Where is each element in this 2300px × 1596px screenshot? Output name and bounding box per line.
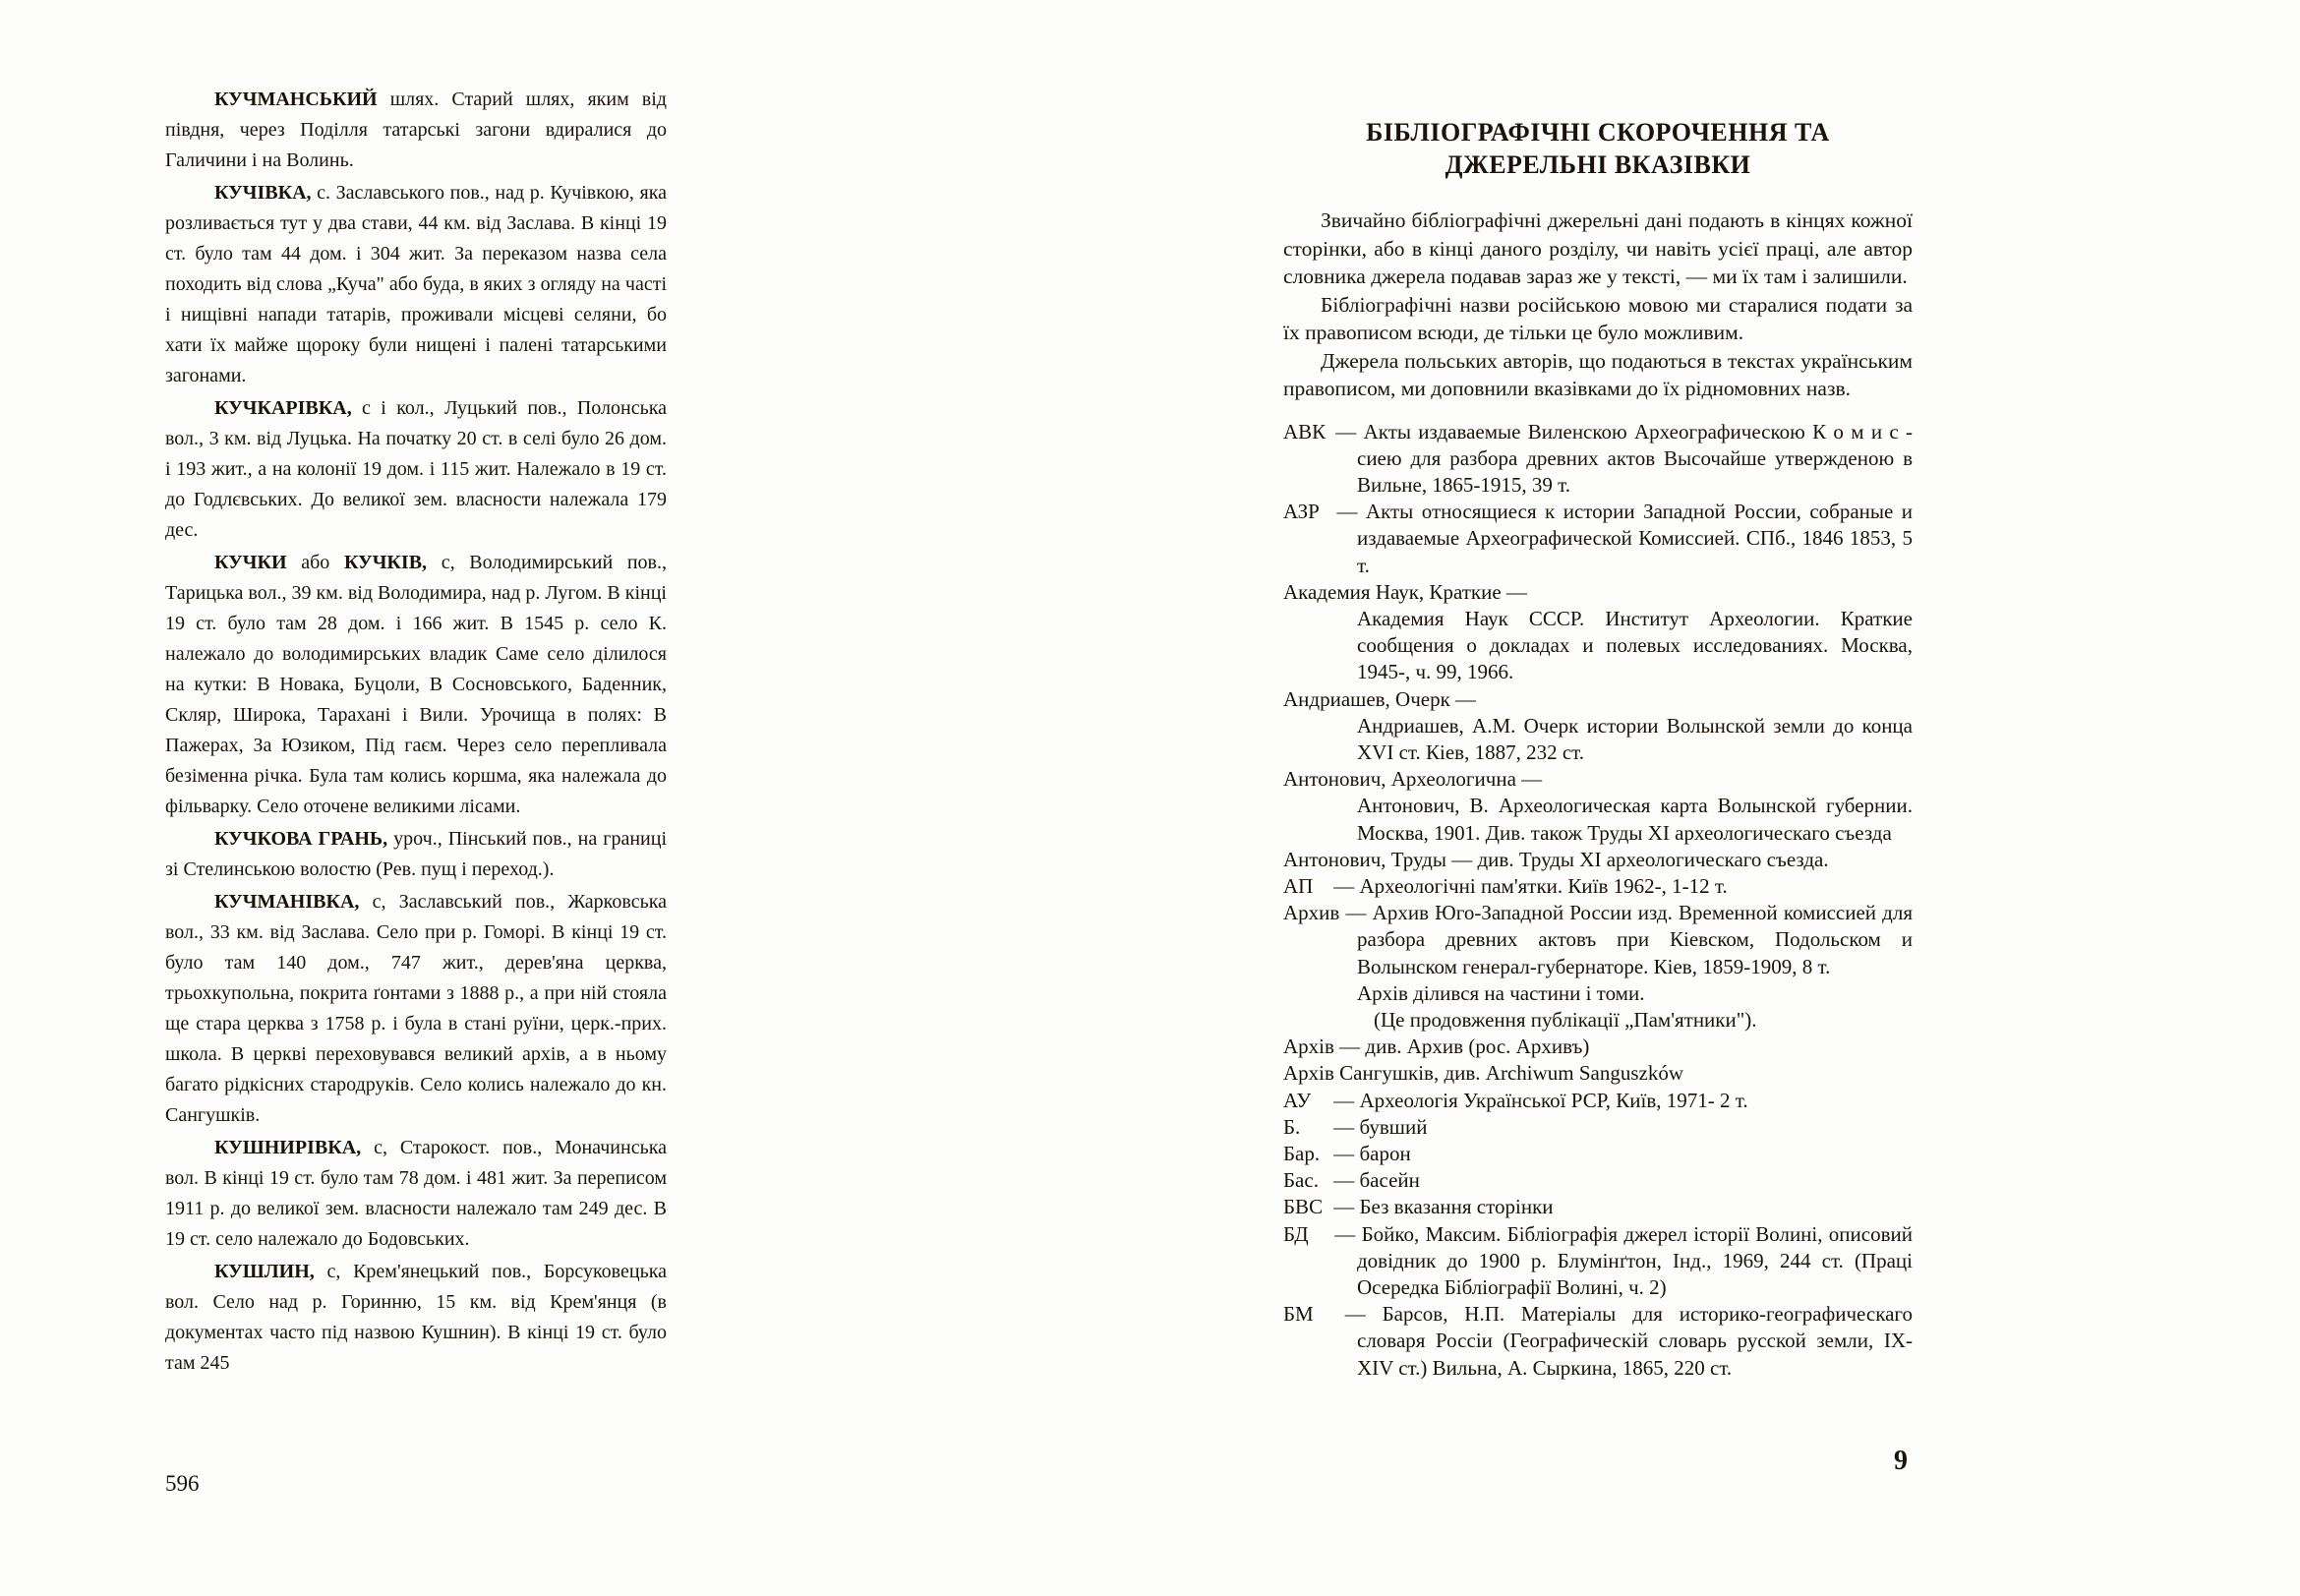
entry-dash: — [1328, 1195, 1360, 1219]
bibliography-entry [1283, 419, 1913, 500]
entry-term: АУ [1283, 1088, 1312, 1112]
dictionary-paragraph [165, 887, 667, 1131]
entry-dash: — [1328, 1088, 1360, 1112]
bibliography-entry-note: (Це продовження публікації „Пам'ятники"). [1374, 1007, 1757, 1032]
paragraph-text: с, Володимирський пов., Тарицька вол., 39 км. від Володимира, над р. Лугом. В кінці 19 ст. було там 28 дом. і 166 жит. В 1545 р. село К. належало до володимирських владик Саме село ділилося на кутки: В Новака, Буцоли, В Сосновського, Баденник, Скляр, Широка, Тарахані і Вили. Урочища в полях: В Пажерах, За Юзиком, Під гаєм. Через село перепливала безіменна річка. Була там колись коршма, яка належала до фільварку. Село оточене великими лісами. [165, 552, 667, 817]
bibliography-entry: Архів — див. Архив (рос. Архивъ) [1283, 1034, 1590, 1059]
section-title: БІБЛІОГРАФІЧНІ СКОРОЧЕННЯ ТА ДЖЕРЕЛЬНІ ВКАЗІВКИ [1366, 118, 1830, 179]
entry-dash: — [1328, 1114, 1360, 1139]
entry-dash: — [1328, 1302, 1383, 1327]
paragraph-text: або [286, 552, 344, 573]
headword: КУЧКАРІВКА, [214, 397, 352, 419]
bibliography-entry [1283, 1088, 1913, 1114]
bibliography-entry [1283, 1167, 1913, 1194]
paragraph-text: с, Старокост. пов., Моначинська вол. В кінці 19 ст. було там 78 дом. і 481 жит. За переписом 1911 р. до великої зем. власности належало там 249 дес. В 19 ст. село належало до Бодовських. [165, 1137, 667, 1250]
entry-term: АЗР [1283, 500, 1320, 524]
entry-dash: — [1328, 1168, 1360, 1193]
bibliography-entry [1283, 499, 1913, 579]
dictionary-paragraph [165, 824, 667, 885]
headword: КУШНИРІВКА, [214, 1137, 362, 1158]
dictionary-paragraph [165, 548, 667, 822]
bibliography-entry [1283, 1114, 1913, 1141]
entry-term: Бас. [1283, 1168, 1319, 1193]
bibliography-entry [1283, 900, 1913, 980]
paragraph-text: с. Заславського пов., над р. Кучівкою, яка розливається тут у два стави, 44 км. від Заслава. В кінці 19 ст. було там 44 дом. і 304 жит. За переказом назва села походить від слова „Куча" або буда, в яких з огляду на часті і нищівні напади татарів, проживали місцеві селяни, бо хати їх майже щороку були нищені і палені татарськими загонами. [165, 182, 667, 386]
intro-paragraph: Джерела польських авторів, що подаються в текстах українським правописом, ми доповнили вказівками до їх рідномовних назв. [1283, 348, 1913, 400]
entry-term: АВК [1283, 419, 1327, 443]
entry-text: Барсов, Н.П. Матеріалы для историко-географическаго словаря Россіи (Географическій словарь русской земли, IX-XIV ст.) Вильна, А. Сыркина, 1865, 220 ст. [1357, 1302, 1913, 1380]
bibliography-entry [1283, 1194, 1913, 1220]
entry-term: Архив [1283, 901, 1340, 925]
paragraph-text: с, Заславський пов., Жарковська вол., 33 км. від Заслава. Село при р. Гоморі. В кінці 19 ст. було там 140 дом., 747 жит., дерев'яна церква, трьохкупольна, покрита ґонтами з 1888 р., а при ній стояла ще стара церква з 1758 р. і була в стані руїни, церк.-прих. школа. В церкві переховувався великий архів, а в ньому багато рідкісних стародруків. Село колись належало до кн. Сангушків. [165, 891, 667, 1126]
entry-text: Акты относящиеся к истории Западной России, собраные и издаваемые Археографической Комиссией. СПб., 1846 1853, 5 т. [1357, 500, 1913, 577]
headword: КУШЛИН, [214, 1261, 315, 1282]
bibliography-entry [1283, 1301, 1913, 1382]
entry-text: Археологія Української РСР, Київ, 1971- 2 т. [1359, 1088, 1748, 1112]
headword: КУЧКИ [214, 552, 287, 573]
entry-term: Бар. [1283, 1141, 1321, 1165]
paragraph-text: шлях. Старий шлях, яким від півдня, через Поділля татарські загони вдиралися до Галичини і на Волинь. [165, 89, 667, 171]
entry-text: бувший [1359, 1114, 1428, 1139]
entry-text: Акты издаваемые Виленскою Археографическою К о м и с - сиею для разбора древних актов Высочайше утвержденою в Вильне, 1865-1915, 39 т. [1357, 419, 1914, 497]
entry-dash: — [1328, 873, 1360, 898]
bibliography-entry [1283, 1141, 1913, 1167]
page-number-right: 9 [1894, 1446, 1908, 1476]
entry-text: барон [1359, 1141, 1411, 1165]
entry-term: БМ [1283, 1302, 1314, 1327]
entry-dash: — [1328, 1221, 1362, 1246]
bibliography-entry: Антонович, Труды — див. Труды XI археологическаго съезда. [1283, 847, 1829, 871]
bibliography-entry-desc: Антонович, В. Археологическая карта Волынской губернии. Москва, 1901. Див. також Труды XI археологическаго съезда [1357, 794, 1913, 845]
entry-text: Без вказання сторінки [1359, 1195, 1554, 1219]
dictionary-paragraph [165, 393, 667, 546]
paragraph-text: уроч., Пінський пов., на границі зі Стелинською волостю (Рев. пущ і переход.). [165, 828, 667, 880]
page-number-left: 596 [165, 1471, 200, 1496]
entry-term: АП [1283, 873, 1314, 898]
entry-dash: — [1328, 500, 1366, 524]
headword: КУЧІВКА, [214, 182, 312, 204]
dictionary-paragraph [165, 1257, 667, 1379]
entry-term: БВС [1283, 1195, 1324, 1219]
bibliography-entry-desc: Академия Наук СССР. Институт Археологии. Краткие сообщения о докладах и полевых исследованиях. Москва, 1945-, ч. 99, 1966. [1357, 606, 1913, 684]
entry-term: Б. [1283, 1114, 1301, 1139]
dictionary-paragraph [165, 1133, 667, 1255]
bibliography-entries [1283, 419, 1913, 1382]
intro-paragraphs [1283, 207, 1913, 403]
entry-dash: — [1328, 1141, 1360, 1165]
intro-paragraph: Звичайно бібліографічні джерельні дані подають в кінцях кожної сторінки, або в кінці даного розділу, чи навіть усієї праці, але автор словника джерела подавав зараз же у тексті, — ми їх там і залишили. [1283, 208, 1913, 288]
headword: КУЧКОВА ГРАНЬ, [214, 828, 388, 850]
left-page-paragraphs [165, 85, 667, 1379]
bibliography-entry-desc: Андриашев, А.М. Очерк истории Волынской земли до конца XVI ст. Кіев, 1887, 232 ст. [1357, 713, 1913, 764]
entry-term: БД [1283, 1221, 1309, 1246]
entry-text: Бойко, Максим. Бібліографія джерел історії Волині, описовий довідник до 1900 р. Блумінґтон, Інд., 1969, 244 ст. (Праці Осередка Бібліографії Волині, ч. 2) [1357, 1221, 1913, 1299]
entry-dash: — [1339, 901, 1373, 925]
bibliography-entry-head: Академия Наук, Краткие — [1283, 579, 1527, 604]
bibliography-entry-head: Антонович, Археологична — [1283, 767, 1543, 792]
dictionary-paragraph [165, 178, 667, 391]
headword: КУЧМАНІВКА, [214, 891, 360, 913]
entry-text: Археологічні пам'ятки. Київ 1962-, 1-12 т. [1359, 873, 1728, 898]
dictionary-paragraph [165, 85, 667, 176]
paragraph-text: с і кол., Луцький пов., Полонська вол., 3 км. від Луцька. На початку 20 ст. в селі було 26 дом. і 193 жит., а на колонії 19 дом. і 115 жит. Належало в 19 ст. до Годлєвських. До великої зем. власности належала 179 дес. [165, 397, 667, 541]
bibliography-entry-desc: Архів ділився на частини і томи. [1357, 980, 1645, 1005]
bibliography-entry: Архів Сангушків, див. Archiwum Sanguszków [1283, 1061, 1684, 1086]
right-page [1283, 116, 1913, 1382]
bibliography-entry [1283, 1221, 1913, 1302]
bibliography-entry [1283, 873, 1913, 900]
intro-paragraph: Бібліографічні назви російською мовою ми старалися подати за їх правописом всюди, де тільки це було можливим. [1283, 292, 1913, 344]
headword: КУЧКІВ, [343, 552, 428, 573]
entry-text: басейн [1359, 1168, 1420, 1193]
headword: КУЧМАНСЬКИЙ [214, 89, 378, 110]
entry-dash: — [1328, 419, 1364, 443]
bibliography-entry-head: Андриашев, Очерк — [1283, 686, 1477, 711]
paragraph-text: с, Крем'янецький пов., Борсуковецька вол. Село над р. Горинню, 15 км. від Крем'янця (в документах часто під назвою Кушнин). В кінці 19 ст. було там 245 [165, 1261, 667, 1374]
entry-text: Архив Юго-Западной России изд. Временной комиссией для разбора древних актовъ при Кіевском, Подольском и Волынском генерал-губернаторе. Кіев, 1859-1909, 8 т. [1357, 901, 1914, 978]
left-page [165, 85, 667, 1381]
